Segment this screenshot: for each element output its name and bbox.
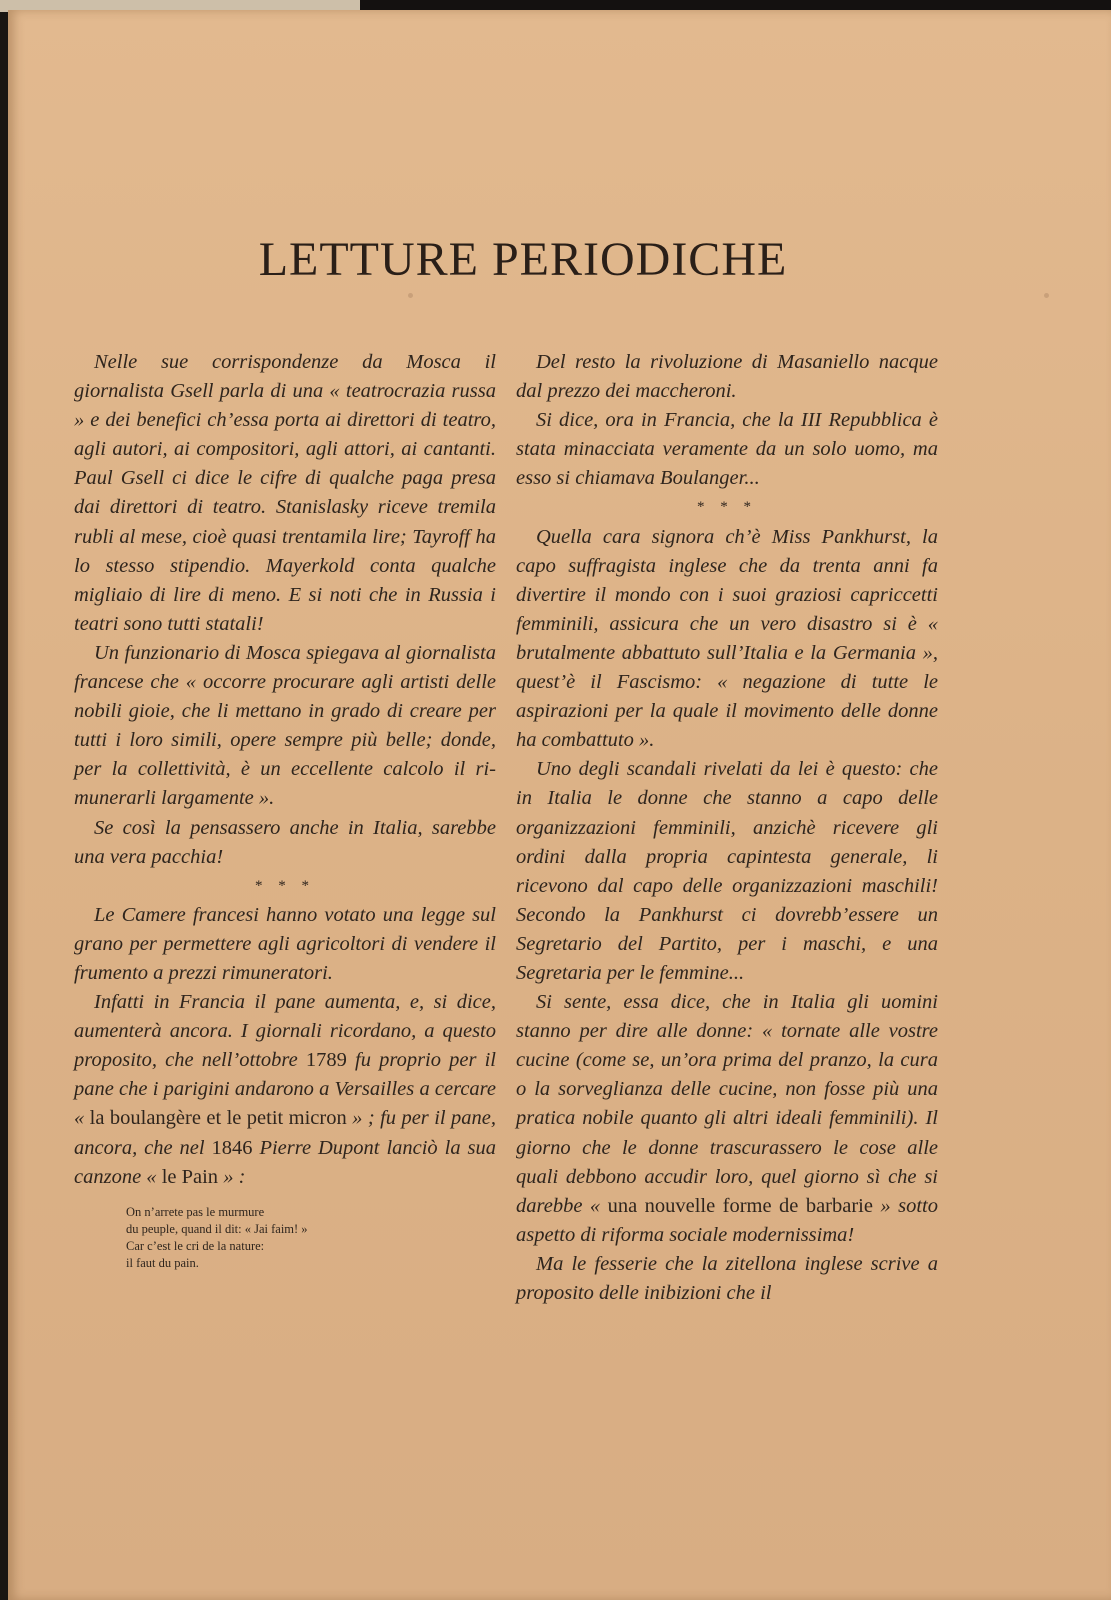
paragraph: Ma le fesserie che la zitellona inglese scrive a proposito delle inibizioni che il <box>516 1252 938 1304</box>
text-run: Infatti in Francia il pane aumenta, e, si dice, aumenterà ancora. I giornali ricordano, a questo proposito, che nell’ottobre <box>74 991 496 1072</box>
verse-block <box>126 1204 496 1272</box>
text-run: fu proprio per il pane che i parigini andarono a Versailles a cercare « <box>74 1049 497 1130</box>
quote-roman: la boulangère et le petit micron <box>89 1107 347 1130</box>
verse-line: il faut du pain. <box>126 1255 199 1270</box>
paragraph-mixed <box>74 988 496 1192</box>
paragraph: Uno degli scandali rivelati da lei è questo: che in Italia le donne che stanno a capo delle organizzazioni femminili, anzichè ricevere gli ordini dalla propria capintesta generale, li ricevono dal capo delle organizzazioni maschili! Secondo la Pankhurst ci dovrebb’essere un Segretario del Partito, per i maschi, e una Segretaria per le femmine... <box>516 758 938 984</box>
paragraph: Quella cara signora ch’è Miss Pankhurst, la capo suffragista inglese che da trenta anni fa divertire il mondo con i suoi graziosi capriccetti femminili, assicura che un vero disastro si è « brutalmente abbattuto sull’Italia e la Germania », quest’è il Fascismo: « negazione di tutte le aspirazioni per la quale il movimento delle donne ha combattuto ». <box>516 525 938 752</box>
text-run: » : <box>218 1165 246 1188</box>
page-speck <box>408 293 413 298</box>
text-run: » sotto aspetto di riforma sociale modernissima! <box>516 1194 938 1246</box>
text-run: Si sente, essa dice, che in Italia gli uomini stanno per dire alle donne: « tornate alle vostre cucine (come se, un’ora prima del pranzo, la cura o la sorveglianza delle cucine, non fosse più una pratica nobile quanto gli altri ideali femminili). Il giorno che le donne trascurassero le cose alle quali debbono accudir loro, quel giorno sì che si darebbe « <box>516 991 938 1217</box>
left-column <box>74 348 496 1272</box>
page-speck <box>1044 293 1049 298</box>
page-title: LETTURE PERIODICHE <box>258 233 788 286</box>
paragraph: Le Camere francesi hanno votato una legge sul grano per permettere agli agricoltori di vendere il frumento a prezzi rimuneratori. <box>74 903 496 984</box>
paragraph: Un funzionario di Mosca spiegava al giornalista francese che « occorre procurare agli artisti delle nobili gioie, che li mettano in grado di creare per tutti i loro simili, opere sempre più belle; donde, per la collettività, è un eccellente calcolo il rimunerarli largamente ». <box>74 641 496 810</box>
section-divider: * * * <box>697 499 757 516</box>
verse-line: du peuple, quand il dit: « Jai faim! » <box>126 1221 308 1236</box>
text-run: » ; fu per il pane, ancora, che nel <box>74 1107 496 1159</box>
paragraph: Se così la pensassero anche in Italia, sarebbe una vera pacchia! <box>74 816 496 868</box>
paragraph: Nelle sue corrispondenze da Mosca il giornalista Gsell parla di una « teatrocrazia russa » e dei benefici ch’essa porta ai direttori di teatro, agli autori, ai compositori, agli attori, ai cantanti. Paul Gsell ci dice le cifre di qualche paga presa dai direttori di teatro. Stanislasky riceve tremila rubli al mese, cioè quasi trentamila lire; Tayroff ha lo stesso stipendio. Mayerkold conta qualche migliaio di lire di meno. E si noti che in Russia i teatri sono tutti statali! <box>74 351 496 635</box>
verse-line: Car c’est le cri de la nature: <box>126 1238 265 1253</box>
quote-roman: le Pain <box>161 1165 219 1188</box>
document-page <box>8 10 1111 1600</box>
year: 1789 <box>305 1049 347 1072</box>
verse-line: On n’arrete pas le murmure <box>126 1204 265 1219</box>
year: 1846 <box>211 1136 253 1159</box>
paragraph-mixed <box>516 988 938 1250</box>
paragraph: Si dice, ora in Francia, che la III Repubblica è stata minacciata veramente da un solo uomo, ma esso si chiamava Boulanger... <box>516 409 938 490</box>
paragraph: Del resto la rivoluzione di Masaniello nacque dal prezzo dei maccheroni. <box>516 351 938 403</box>
text-run: Pierre Dupont lanciò la sua canzone « <box>74 1136 496 1188</box>
quote-roman: una nouvelle forme de barbarie <box>607 1194 873 1217</box>
right-column <box>516 348 938 1308</box>
section-divider: * * * <box>255 877 315 894</box>
